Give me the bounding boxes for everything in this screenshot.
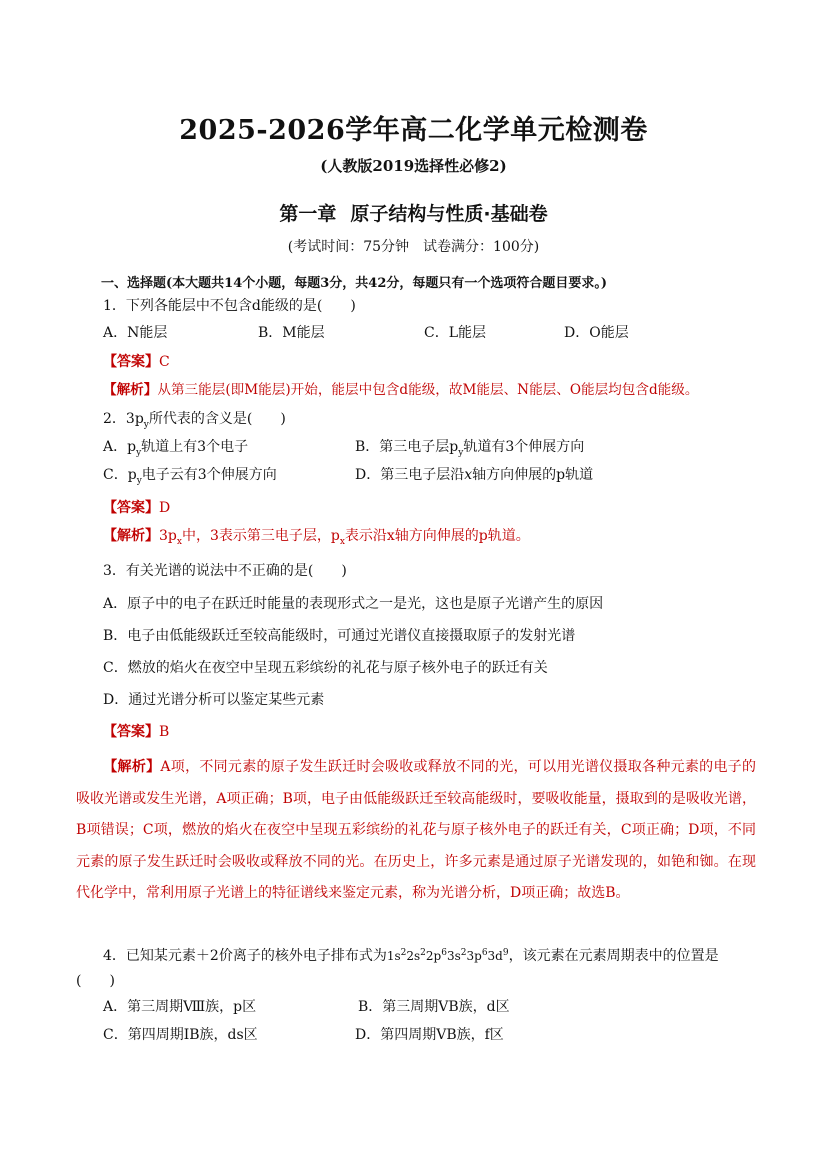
q2-answer: 【答案】D [103,500,171,516]
chapter-name: 原子结构与性质·基础卷 [350,203,548,225]
q2-option-d: D．第三电子层沿x轴方向伸展的p轨道 [355,467,594,483]
exam-subtitle: (人教版2019选择性必修2) [320,157,507,175]
q4-option-d: D．第四周期ⅤB族，f区 [355,1027,504,1043]
chapter-number: 第一章 [279,203,337,225]
section-heading: 一、选择题(本大题共14个小题，每题3分，共42分，每题只有一个选项符合题目要求。) [101,276,608,291]
q2-stem: 2．$3p_y$所代表的含义是( ) [103,411,286,430]
q3-option-c: C．燃放的焰火在夜空中呈现五彩缤纷的礼花与原子核外电子的跃迁有关 [103,660,548,676]
q3-analysis: 【解析】A项，不同元素的原子发生跃迁时会吸收或释放不同的光，可以用光谱仪摄取各种元素的电子的吸收光谱或发生光谱，A项正确；B项，电子由低能级跃迁至较高能级时，要吸收能量，摄取到的是吸收光谱，B项错误；C项，燃放的焰火在夜空中呈现五彩缤纷的礼花与原子核外电子的跃迁有关，C项正确；D项，不同元素的原子发生跃迁时会吸收或释放不同的光。在历史上，许多元素是通过原子光谱发现的，如铯和铷。在现代化学中，常利用原子光谱上的特征谱线来鉴定元素，称为光谱分析，D项正确；故选B。 [76,759,757,901]
q4-electron-config: $1s^22s^22p^63s^23p^63d^9$ [386,948,509,963]
q3-option-b: B．电子由低能级跃迁至较高能级时，可通过光谱仪直接摄取原子的发射光谱 [103,628,576,644]
q3-stem: 3．有关光谱的说法中不正确的是( ) [103,563,347,579]
q4-stem: 4．已知某元素＋2价离子的核外电子排布式为$1s^22s^22p^63s^23p^63d^9$，该元素在元素周期表中的位置是 [103,948,719,964]
q1-option-a: A．N能层 [103,325,168,341]
q1-analysis: 【解析】从第三能层(即M能层)开始，能层中包含d能级，故M能层、N能层、O能层均包含d能级。 [103,382,699,398]
q3-answer: 【答案】B [103,724,170,740]
q1-answer: 【答案】C [103,354,170,370]
chapter-heading [0,199,827,226]
q3-option-d: D．通过光谱分析可以鉴定某些元素 [103,692,325,708]
q1-option-b: B．M能层 [258,325,325,341]
q2-option-a: A．$p_y$轨道上有3个电子 [103,439,249,458]
q1-option-c: C．L能层 [424,325,487,341]
exam-info: (考试时间：75分钟 试卷满分：100分) [287,239,540,255]
q4-option-c: C．第四周期ⅠB族，ds区 [103,1027,258,1043]
q2-option-c: C．$p_y$电子云有3个伸展方向 [103,467,277,486]
q1-stem: 1．下列各能层中不包含d能级的是( ) [103,298,356,314]
exam-title: 2025-2026学年高二化学单元检测卷 [179,115,648,146]
q2-analysis: 【解析】$3p_x$中，3表示第三电子层，$p_x$表示沿x轴方向伸展的p轨道。 [103,528,530,547]
q3-option-a: A．原子中的电子在跃迁时能量的表现形式之一是光，这也是原子光谱产生的原因 [103,596,604,612]
q2-option-b: B．第三电子层$p_y$轨道有3个伸展方向 [355,439,585,458]
q4-option-a: A．第三周期Ⅷ族，p区 [103,999,257,1015]
q4-option-b: B．第三周期ⅤB族，d区 [358,999,510,1015]
q1-option-d: D．O能层 [564,325,629,341]
q4-stem-blank: ( ) [76,973,115,989]
